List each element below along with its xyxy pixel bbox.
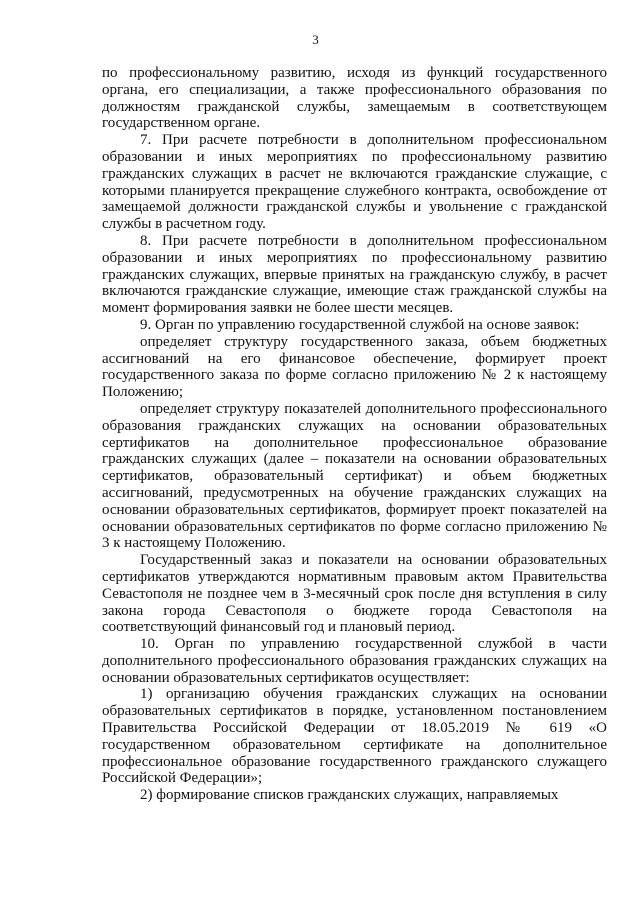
paragraph-item-8: 8. При расчете потребности в дополнительном профессиональном образовании и иных мероприятиях по профессиональному развитию гражданских служащих, впервые принятых на гражданскую службу, в расчет включаются гражданские служащие, имеющие стаж гражданской службы на момент формирования заявки не более шести месяцев. (102, 232, 607, 317)
document-body (102, 65, 607, 804)
paragraph-item-10: 10. Орган по управлению государственной службой в части дополнительного профессионального образования гражданских служащих на основании образовательных сертификатов осуществляет: (102, 636, 607, 686)
paragraph-subitem-1: 1) организацию обучения гражданских служащих на основании образовательных сертификатов в порядке, установленном постановлением Правительства Российской Федерации от 18.05.2019 № 619 «О государственном образовательном сертификате на дополнительное профессиональное образование государственного гражданского служащего Российской Федерации»; (102, 686, 607, 787)
paragraph-continuation: по профессиональному развитию, исходя из функций государственного органа, его специализации, а также профессионального образования по должностям гражданской службы, замещаемым в соответствующем государственном органе. (102, 65, 607, 132)
paragraph-state-order: определяет структуру государственного заказа, объем бюджетных ассигнований на его финансовое обеспечение, формирует проект государственного заказа по форме согласно приложению № 2 к настоящему Положению; (102, 333, 607, 401)
page-number: 3 (312, 32, 319, 47)
paragraph-certificate-indicators: определяет структуру показателей дополнительного профессионального образования гражданских служащих на основании образовательных сертификатов на дополнительное профессиональное образование гражданских служащих (далее – показатели на основании образовательных сертификатов, образовательный сертификат) и объем бюджетных ассигнований, предусмотренных на обучение гражданских служащих на основании образовательных сертификатов, формирует проект показателей на основании образовательных сертификатов по форме согласно приложению № 3 к настоящему Положению. (102, 400, 607, 552)
paragraph-subitem-2: 2) формирование списков гражданских служащих, направляемых (140, 787, 559, 804)
paragraph-approval: Государственный заказ и показатели на основании образовательных сертификатов утверждаются нормативным правовым актом Правительства Севастополя не позднее чем в 3-месячный срок после дня вступления в силу закона города Севастополя о бюджете города Севастополя на соответствующий финансовый год и плановый период. (102, 552, 607, 636)
paragraph-item-7: 7. При расчете потребности в дополнительном профессиональном образовании и иных мероприятиях по профессиональному развитию гражданских служащих в расчет не включаются гражданские служащие, с которыми планируется прекращение служебного контракта, освобождение от замещаемой должности гражданской службы и увольнение с гражданской службы в расчетном году. (102, 132, 607, 233)
paragraph-item-9: 9. Орган по управлению государственной службой на основе заявок: (140, 316, 580, 333)
